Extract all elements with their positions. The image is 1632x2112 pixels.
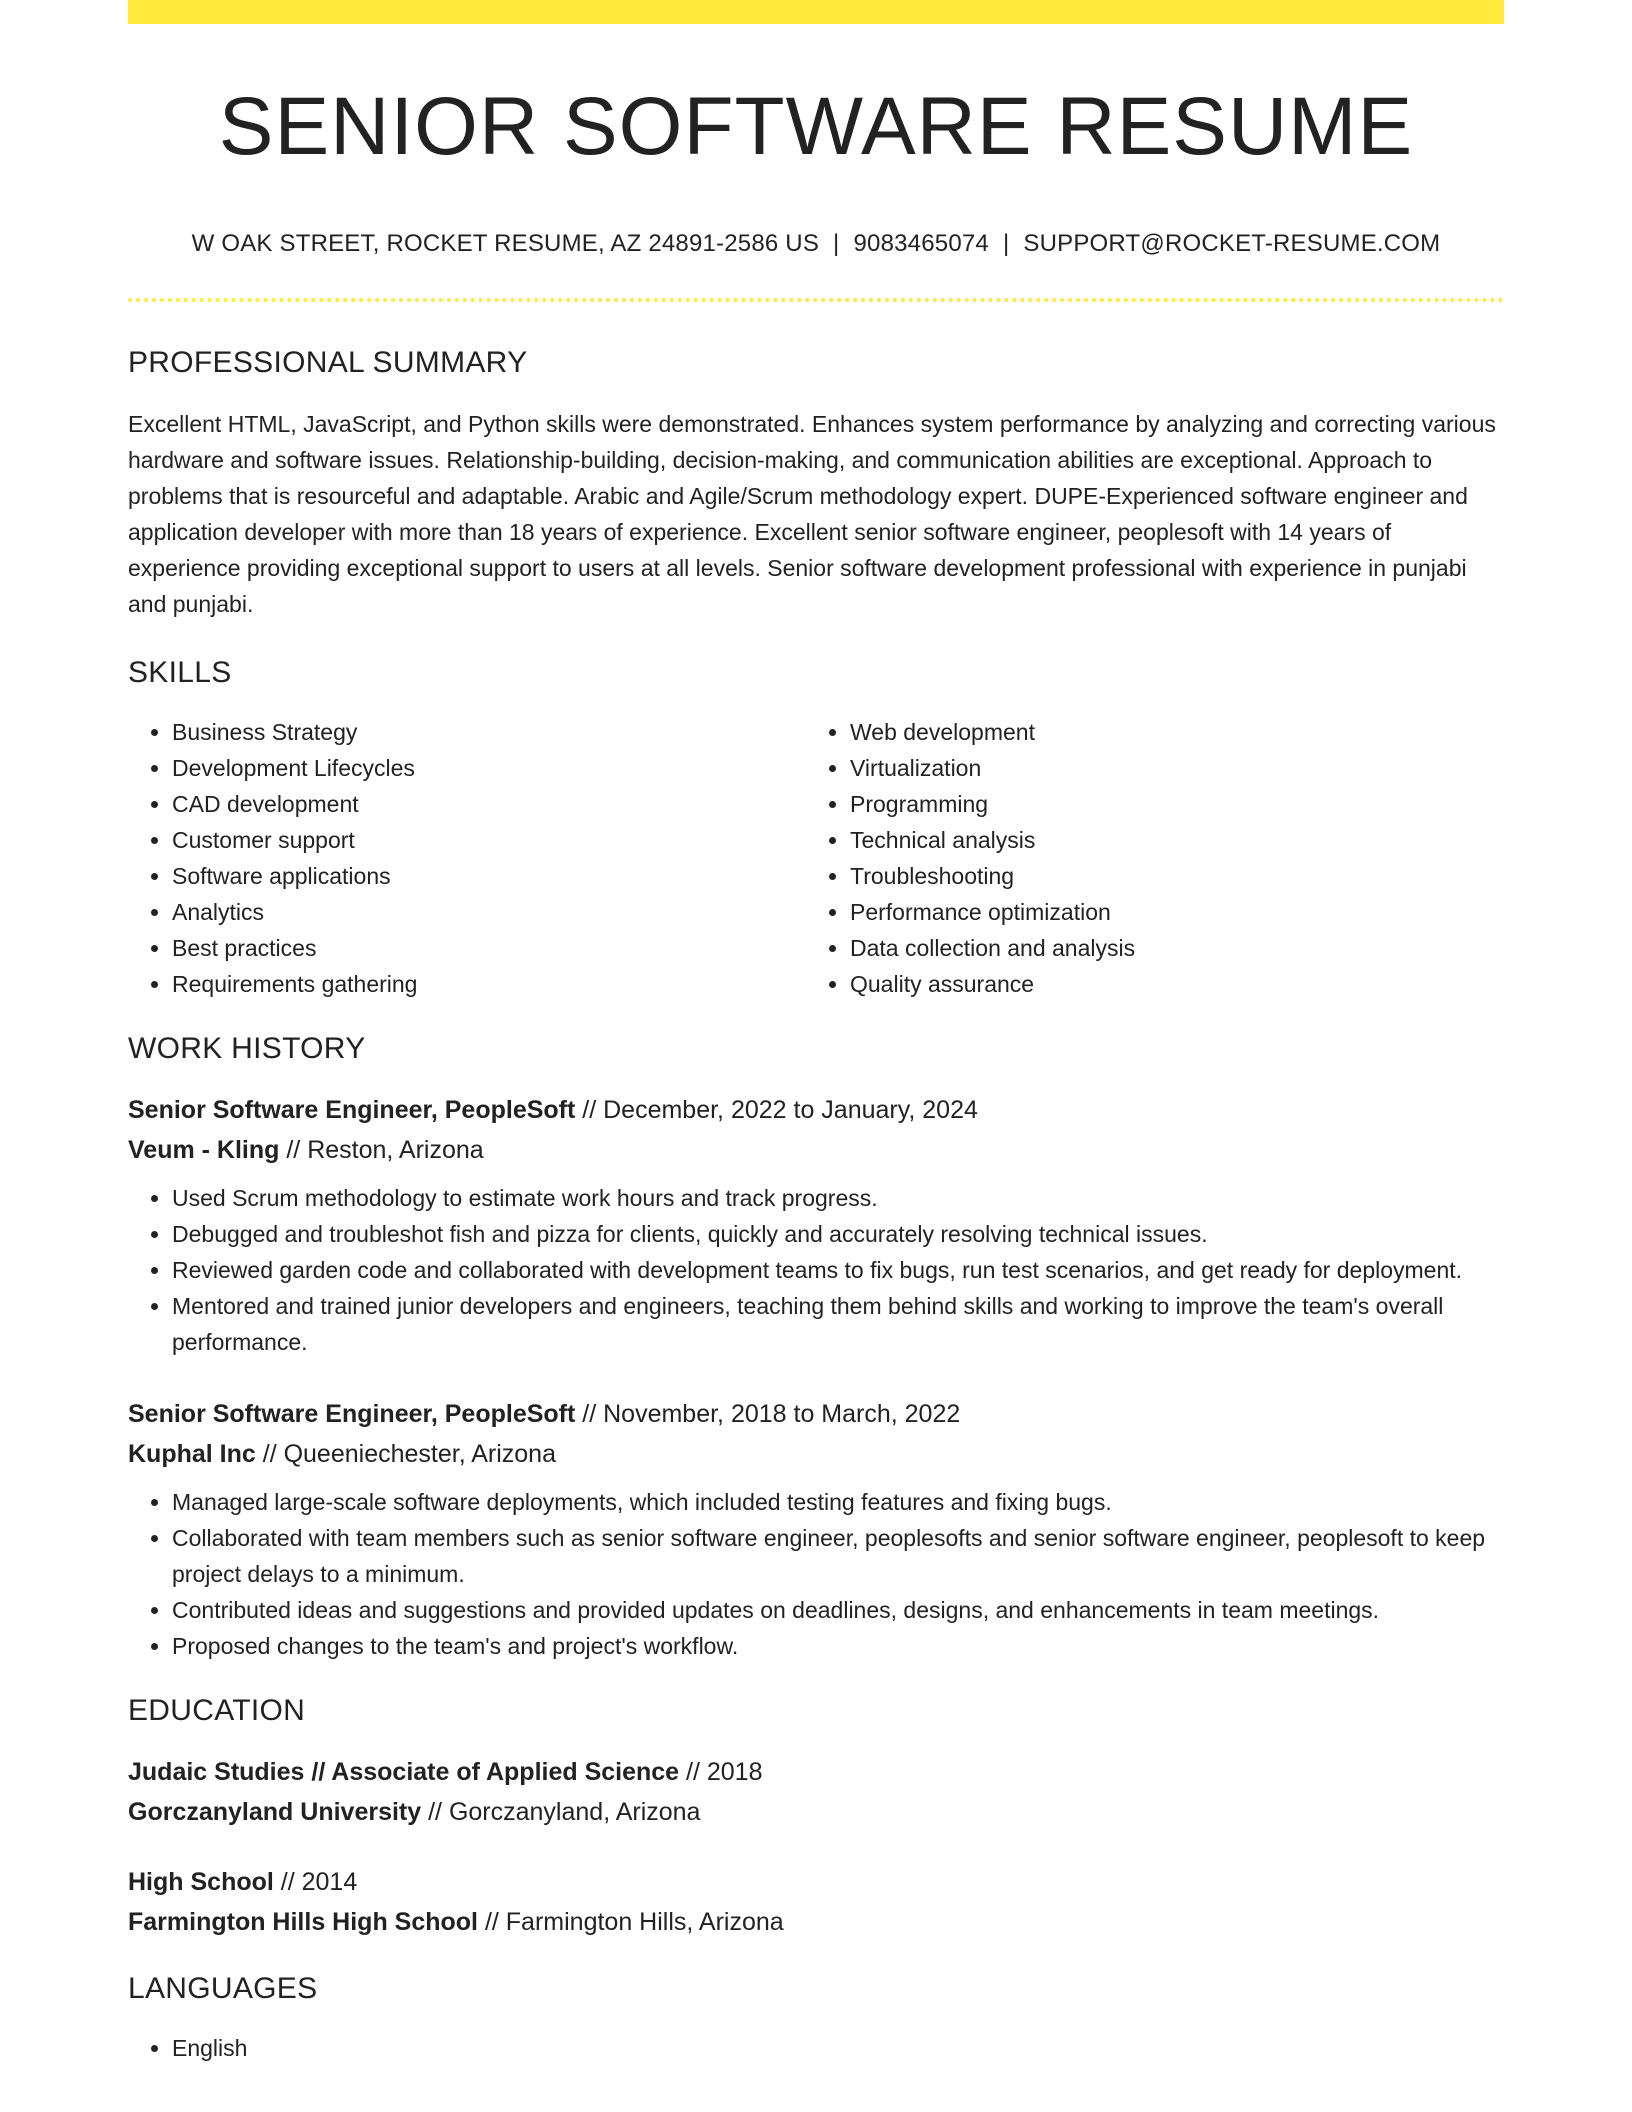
skills-columns bbox=[128, 714, 1504, 1002]
education-heading: EDUCATION bbox=[128, 1694, 306, 1728]
job-location: // Reston, Arizona bbox=[279, 1136, 484, 1165]
job-bullets bbox=[128, 1484, 1504, 1664]
education-degree-line bbox=[128, 1752, 1504, 1792]
job-bullet: • Used Scrum methodology to estimate work hours and track progress. bbox=[172, 1180, 1504, 1216]
job-bullet: • Reviewed garden code and collaborated with development teams to fix bugs, run test scenarios, and get ready for deployment. bbox=[172, 1252, 1504, 1288]
job-title-line bbox=[128, 1090, 1504, 1130]
summary-text: Excellent HTML, JavaScript, and Python skills were demonstrated. Enhances system performance by analyzing and correcting various hardware and software issues. Relationship-building, decision-making, and communication abilities are exceptional. Approach to problems that is resourceful and adaptable. Arabic and Agile/Scrum methodology expert. DUPE-Experienced software engineer and application developer with more than 18 years of experience. Excellent senior software engineer, peoplesoft with 14 years of experience providing exceptional support to users at all levels. Senior software development professional with experience in punjabi and punjabi. bbox=[128, 411, 1496, 618]
language-item: • English bbox=[172, 2030, 1504, 2066]
skills-list-right bbox=[806, 714, 1484, 1002]
contact-separator: | bbox=[833, 230, 840, 258]
job-bullet: • Collaborated with team members such as senior software engineer, peoplesofts and senior software engineer, peoplesoft to keep project delays to a minimum. bbox=[172, 1520, 1504, 1592]
education-school-line bbox=[128, 1792, 1504, 1832]
job-dates: // December, 2022 to January, 2024 bbox=[575, 1096, 978, 1125]
skills-list-left bbox=[128, 714, 806, 1002]
skill-item: • Customer support bbox=[172, 822, 806, 858]
job-company-line bbox=[128, 1130, 1504, 1170]
skill-item: • Web development bbox=[850, 714, 1484, 750]
education-school: Gorczanyland University bbox=[128, 1798, 422, 1827]
skill-item: • Programming bbox=[850, 786, 1484, 822]
skill-item: • Virtualization bbox=[850, 750, 1484, 786]
education-year: // 2018 bbox=[679, 1758, 763, 1787]
skill-item: • Best practices bbox=[172, 930, 806, 966]
job-title-line bbox=[128, 1394, 1504, 1434]
job-bullet: • Mentored and trained junior developers and engineers, teaching them behind skills and working to improve the team's overall performance. bbox=[172, 1288, 1504, 1360]
resume-page bbox=[128, 0, 1504, 2066]
job-bullet: • Managed large-scale software deployments, which included testing features and fixing bugs. bbox=[172, 1484, 1504, 1520]
dotted-divider bbox=[128, 298, 1504, 302]
resume-title: SENIOR SOFTWARE RESUME bbox=[218, 81, 1414, 172]
contact-line bbox=[128, 230, 1504, 258]
job-location: // Queeniechester, Arizona bbox=[255, 1440, 556, 1469]
languages-list bbox=[128, 2030, 1504, 2066]
job-dates: // November, 2018 to March, 2022 bbox=[575, 1400, 961, 1429]
skill-item: • Development Lifecycles bbox=[172, 750, 806, 786]
job-title: Senior Software Engineer, PeopleSoft bbox=[128, 1096, 576, 1125]
education-entry bbox=[128, 1752, 1504, 1832]
contact-email: SUPPORT@ROCKET-RESUME.COM bbox=[1023, 230, 1441, 258]
skill-item: • Performance optimization bbox=[850, 894, 1484, 930]
skill-item: • Technical analysis bbox=[850, 822, 1484, 858]
job-entry bbox=[128, 1090, 1504, 1360]
skill-item: • Data collection and analysis bbox=[850, 930, 1484, 966]
skill-item: • Analytics bbox=[172, 894, 806, 930]
skill-item: • Business Strategy bbox=[172, 714, 806, 750]
contact-separator: | bbox=[1002, 230, 1010, 258]
contact-address: W OAK STREET, ROCKET RESUME, AZ 24891-2586 US bbox=[191, 230, 820, 258]
education-year: // 2014 bbox=[273, 1868, 358, 1897]
job-company: Veum - Kling bbox=[128, 1136, 280, 1165]
job-title: Senior Software Engineer, PeopleSoft bbox=[128, 1400, 576, 1429]
accent-top-bar bbox=[128, 0, 1504, 24]
skill-item: • Quality assurance bbox=[850, 966, 1484, 1002]
contact-phone: 9083465074 bbox=[853, 230, 989, 258]
job-company-line bbox=[128, 1434, 1504, 1474]
skill-item: • Requirements gathering bbox=[172, 966, 806, 1002]
languages-heading: LANGUAGES bbox=[128, 1972, 318, 2006]
education-location: // Farmington Hills, Arizona bbox=[478, 1908, 784, 1937]
job-company: Kuphal Inc bbox=[128, 1440, 256, 1469]
job-bullet: • Contributed ideas and suggestions and provided updates on deadlines, designs, and enhancements in team meetings. bbox=[172, 1592, 1504, 1628]
education-entry bbox=[128, 1862, 1504, 1942]
job-entry bbox=[128, 1394, 1504, 1664]
summary-heading: PROFESSIONAL SUMMARY bbox=[128, 346, 528, 380]
work-history-heading: WORK HISTORY bbox=[128, 1032, 366, 1066]
job-bullet: • Proposed changes to the team's and project's workflow. bbox=[172, 1628, 1504, 1664]
education-degree: High School bbox=[128, 1868, 274, 1897]
education-degree: Judaic Studies // Associate of Applied Science bbox=[128, 1758, 680, 1787]
education-school: Farmington Hills High School bbox=[128, 1908, 478, 1937]
education-location: // Gorczanyland, Arizona bbox=[421, 1798, 701, 1827]
skill-item: • Software applications bbox=[172, 858, 806, 894]
education-school-line bbox=[128, 1902, 1504, 1942]
education-degree-line bbox=[128, 1862, 1504, 1902]
skill-item: • CAD development bbox=[172, 786, 806, 822]
job-bullet: • Debugged and troubleshot fish and pizza for clients, quickly and accurately resolving technical issues. bbox=[172, 1216, 1504, 1252]
skill-item: • Troubleshooting bbox=[850, 858, 1484, 894]
skills-heading: SKILLS bbox=[128, 656, 232, 690]
job-bullets bbox=[128, 1180, 1504, 1360]
